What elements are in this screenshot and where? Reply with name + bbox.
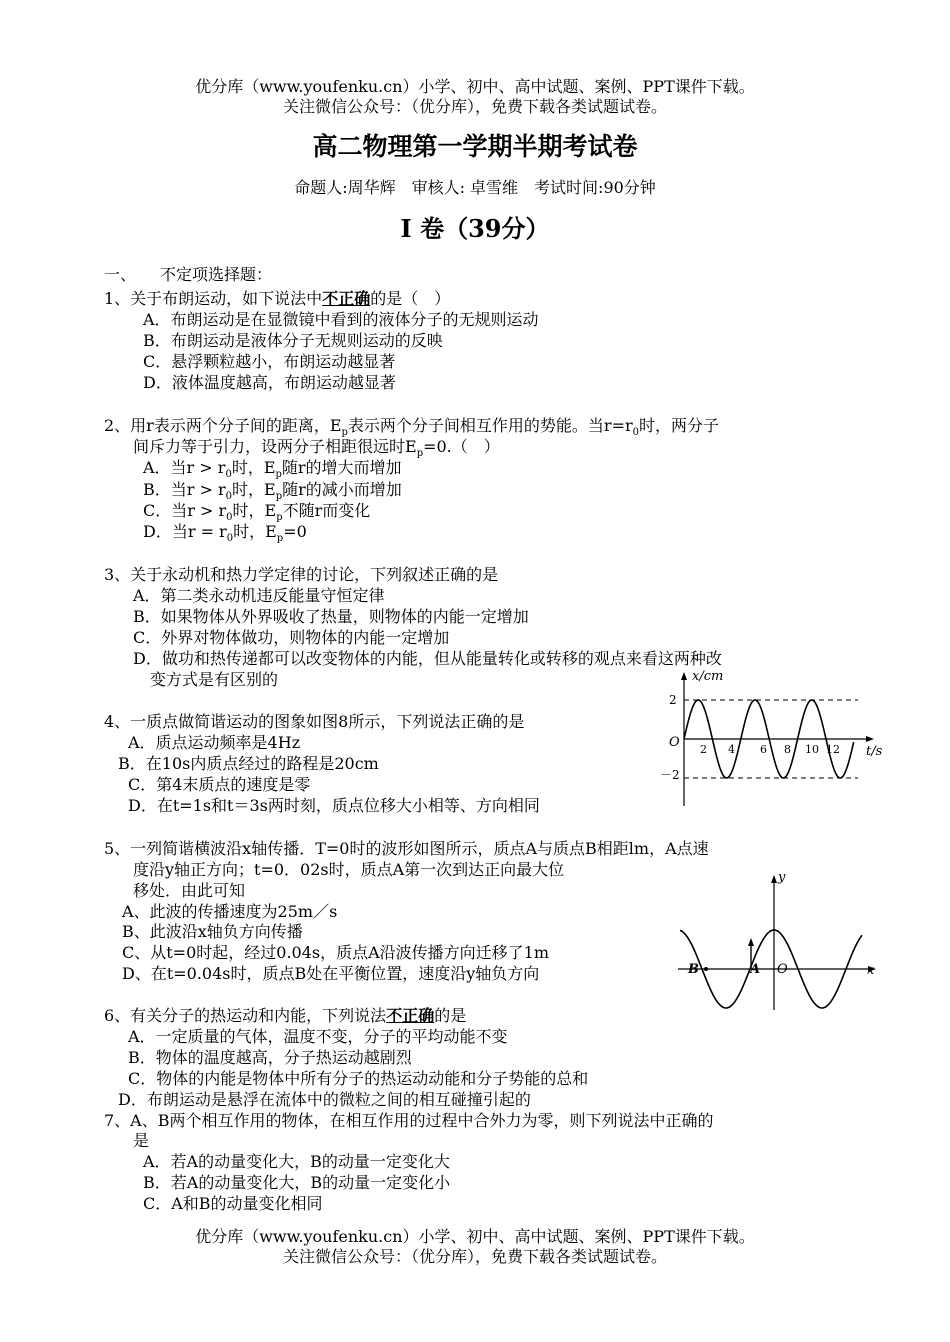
point-a-arrow-head [748,938,754,946]
shm-tick-2: 2 [700,743,707,756]
q4-option-d: D．在t=1s和t＝3s两时刻，质点位移大小相等、方向相同 [128,796,540,815]
shm-y-arrow [681,672,687,680]
point-a-label: A [750,962,761,977]
question-5-stem-cont-2: 移处．由此可知 [133,881,246,900]
shm-graph-figure [660,666,885,808]
wave-figure [674,870,884,1012]
shm-amplitude-label: 2 [669,693,677,707]
q4-option-c: C．第4末质点的速度是零 [128,775,311,794]
question-5-stem-cont-1: 度沿y轴正方向；t=0．02s时，质点A第一次到达正向最大位 [133,860,565,879]
q6-option-d: D．布朗运动是悬浮在流体中的微粒之间的相互碰撞引起的 [118,1090,531,1109]
q5-option-c: C、从t=0时起，经过0.04s，质点A沿波传播方向迁移了1m [122,943,550,962]
q2-option-c: C．当$r > r_0$时，$E_p$不随r而变化 [143,501,371,524]
question-7-stem: 7、A、B两个相互作用的物体，在相互作用的过程中合外力为零，则下列说法中正确的 [104,1111,714,1130]
q2-option-a: A．当$r > r_0$时，$E_p$随r的增大而增加 [143,458,402,481]
q1-option-a: A．布朗运动是在显微镜中看到的液体分子的无规则运动 [143,310,539,329]
question-2-stem-cont: 间斥力等于引力，设两分子相距很远时$E_p=0$.（ ） [133,437,500,460]
wave-x-label: x [867,963,875,978]
q3-option-b: B．如果物体从外界吸收了热量，则物体的内能一定增加 [133,607,529,626]
wave-origin-label: O [777,962,788,977]
shm-tick-12: 12 [826,743,840,756]
q5-option-a: A、此波的传播速度为25m／s [122,902,338,921]
question-2-stem: 2、用r表示两个分子间的距离，$E_p$表示两个分子间相互作用的势能。当$r=r_0$时，两分子 [104,416,720,439]
page-title: 高二物理第一学期半期考试卷 [312,132,638,161]
q5-option-d: D、在t=0.04s时，质点B处在平衡位置，速度沿y轴负方向 [122,964,540,983]
shm-origin-label: O [669,735,680,750]
shm-y-label: x/cm [692,669,724,684]
question-5-stem: 5、一列简谐横波沿x轴传播．T=0时的波形如图所示，质点A与质点B相距lm，A点速 [104,839,709,858]
q7-option-b: B．若A的动量变化大，B的动量一定变化小 [143,1173,451,1192]
header-line-2: 关注微信公众号：（优分库），免费下载各类试题试卷。 [282,97,667,116]
wave-y-label: y [778,870,786,885]
q3-option-d-cont: 变方式是有区别的 [150,670,279,689]
shm-tick-4: 4 [728,743,735,756]
q4-option-a: A．质点运动频率是4Hz [128,733,301,752]
part-heading: 一、 不定项选择题： [104,265,273,284]
question-4-stem: 4、一质点做简谐运动的图象如图8所示，下列说法正确的是 [104,712,525,731]
q2-option-d: D．当$r = r_0$时，$E_p=0$ [143,522,307,545]
point-b-label: B [688,962,699,977]
shm-tick-10: 10 [805,743,819,756]
exam-meta: 命题人:周华辉 审核人: 卓雪维 考试时间:90分钟 [294,178,656,197]
q3-option-a: A．第二类永动机违反能量守恒定律 [133,586,385,605]
shm-tick-6: 6 [760,743,767,756]
point-b-marker [704,967,708,971]
q1-option-c: C．悬浮颗粒越小，布朗运动越显著 [143,352,396,371]
wave-y-arrow [771,875,777,883]
q5-option-b: B、此波沿x轴负方向传播 [122,922,303,941]
section-title: Ⅰ 卷（39分） [400,214,550,243]
question-6-stem: 6、有关分子的热运动和内能，下列说法不正确的是 [104,1006,467,1025]
q1-option-d: D．液体温度越高，布朗运动越显著 [143,373,396,392]
shm-x-label: t/s [866,744,883,759]
shm-neg-amplitude-label: －2 [660,768,680,782]
q4-option-b: B．在10s内质点经过的路程是20cm [118,754,379,773]
q2-option-b: B．当$r > r_0$时，$E_p$随r的减小而增加 [143,480,402,503]
footer-line-2: 关注微信公众号：（优分库），免费下载各类试题试卷。 [282,1247,667,1266]
shm-tick-8: 8 [784,743,791,756]
q7-option-c: C．A和B的动量变化相同 [143,1194,323,1213]
q3-option-c: C．外界对物体做功，则物体的内能一定增加 [133,628,450,647]
q6-option-b: B．物体的温度越高，分子热运动越剧烈 [128,1048,412,1067]
question-1-stem: 1、关于布朗运动，如下说法中不正确的是（ ） [104,289,451,308]
q3-option-d: D．做功和热传递都可以改变物体的内能，但从能量转化或转移的观点来看这两种改 [133,649,722,668]
q6-option-c: C．物体的内能是物体中所有分子的热运动动能和分子势能的总和 [128,1069,589,1088]
question-7-stem-cont: 是 [133,1131,150,1150]
shm-x-arrow [866,736,874,742]
q7-option-a: A．若A的动量变化大，B的动量一定变化大 [143,1152,450,1171]
footer-line-1: 优分库（www.youfenku.cn）小学、初中、高中试题、案例、PPT课件下载。 [195,1227,755,1246]
question-3-stem: 3、关于永动机和热力学定律的讨论，下列叙述正确的是 [104,565,499,584]
q1-option-b: B．布朗运动是液体分子无规则运动的反映 [143,331,443,350]
header-line-1: 优分库（www.youfenku.cn）小学、初中、高中试题、案例、PPT课件下载。 [195,77,755,96]
q6-option-a: A．一定质量的气体，温度不变，分子的平均动能不变 [128,1027,508,1046]
